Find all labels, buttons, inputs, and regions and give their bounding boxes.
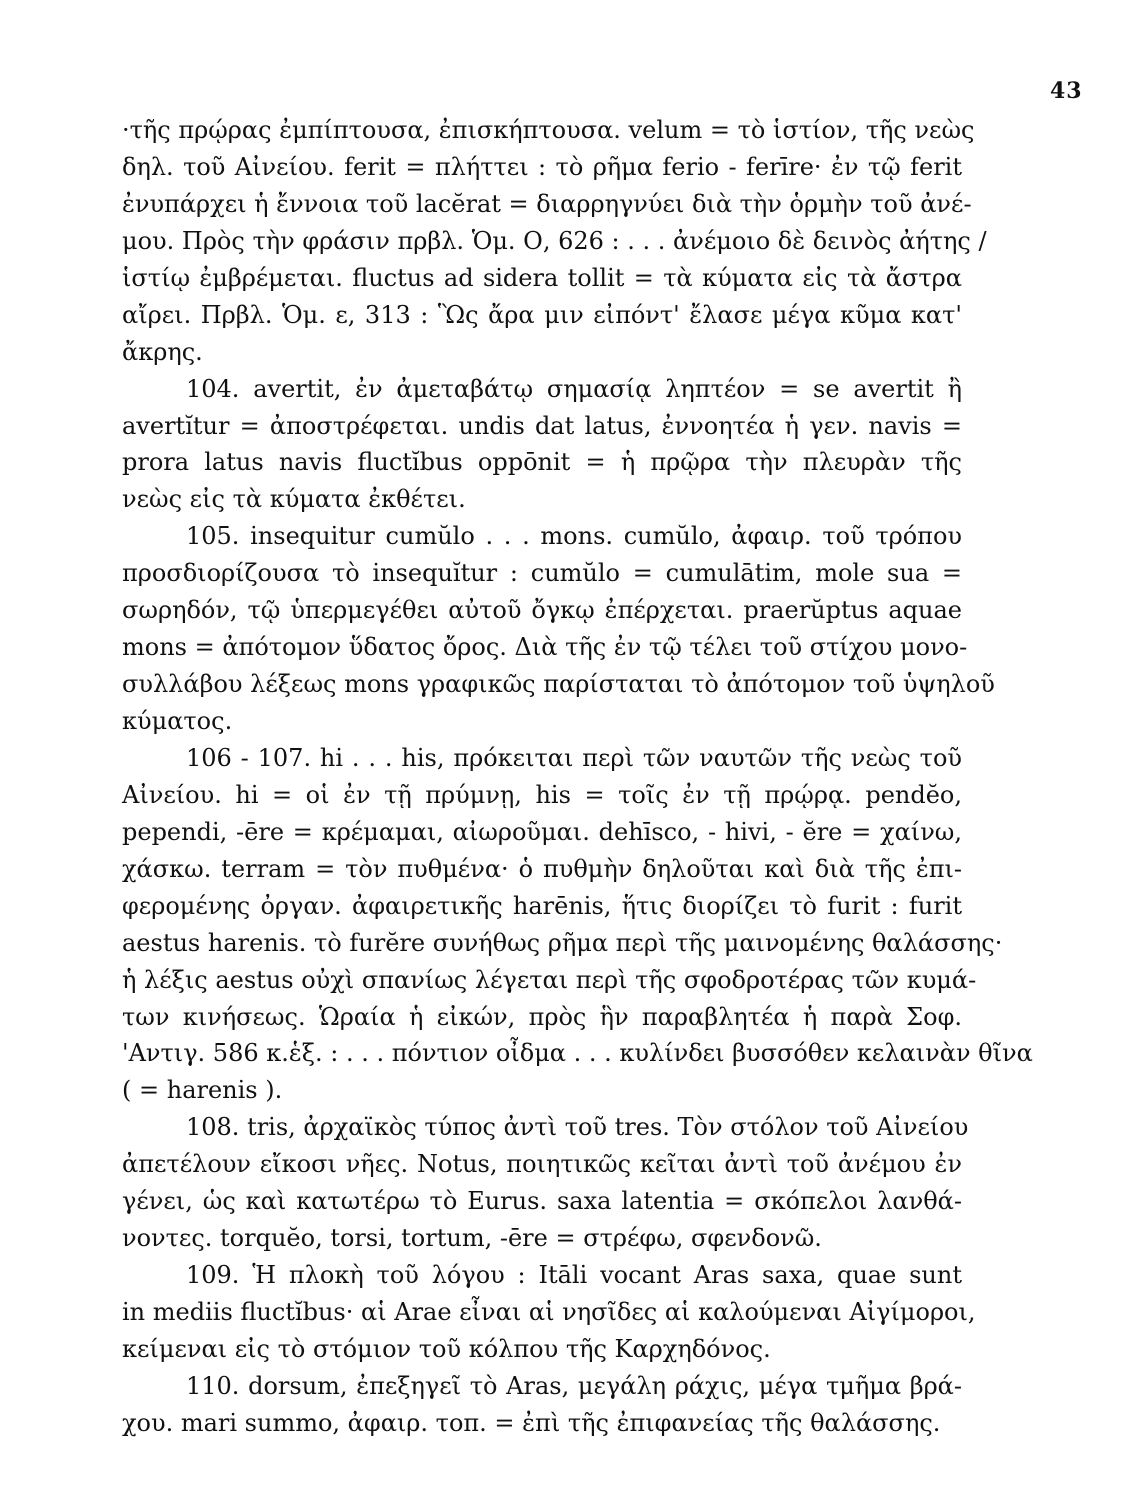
text-line: κείμεναι εἰς τὸ στόμιον τοῦ κόλπου τῆς Καρχηδόνος. <box>122 1334 771 1363</box>
commentary-text <box>122 112 1033 1442</box>
text-line: 106 - 107. hi . . . his, πρόκειται περὶ τῶν ναυτῶν τῆς νεὼς τοῦ <box>186 743 962 772</box>
text-line: χάσκω. terram = τὸν πυθμένα· ὁ πυθμὴν δηλοῦται καὶ διὰ τῆς ἐπι- <box>122 854 962 883</box>
text-line: συλλάβου λέξεως mons γραφικῶς παρίσταται τὸ ἀπότομον τοῦ ὑψηλοῦ <box>122 670 995 699</box>
text-line: δηλ. τοῦ Αἰνείου. ferit = πλήττει : τὸ ρῆμα ferio - ferīre· ἐν τῷ ferit <box>122 152 962 181</box>
text-line: prora latus navis fluctĭbus oppōnit = ἡ πρῷρα τὴν πλευρὰν τῆς <box>122 448 962 477</box>
text-line: avertĭtur = ἀποστρέφεται. undis dat latus, ἐννοητέα ἡ γεν. navis = <box>122 411 962 440</box>
text-line: pependi, -ēre = κρέμαμαι, αἰωροῦμαι. dehīsco, - hivi, - ĕre = χαίνω, <box>122 817 962 846</box>
text-line: νεὼς εἰς τὰ κύματα ἐκθέτει. <box>122 485 466 514</box>
text-line: ἐνυπάρχει ἡ ἔννοια τοῦ lacĕrat = διαρρηγνύει διὰ τὴν ὁρμὴν τοῦ ἀνέ- <box>122 189 972 218</box>
text-line: ·τῆς πρῴρας ἐμπίπτουσα, ἐπισκήπτουσα. velum = τὸ ἱστίον, τῆς νεὼς <box>122 116 975 144</box>
page-number: 43 <box>1050 78 1083 104</box>
text-line: 105. insequitur cumŭlo . . . mons. cumŭlo, ἀφαιρ. τοῦ τρόπου <box>186 522 962 551</box>
text-line: προσδιορίζουσα τὸ insequĭtur : cumŭlo = cumulātim, mole sua = <box>122 559 962 588</box>
text-line: aestus harenis. τὸ furĕre συνήθως ρῆμα περὶ τῆς μαινομένης θαλάσσης· <box>122 928 1003 957</box>
text-line: κύματος. <box>122 707 233 735</box>
text-line: 110. dorsum, ἐπεξηγεῖ τὸ Aras, μεγάλη ράχις, μέγα τμῆμα βρά- <box>186 1371 962 1400</box>
text-line: 104. avertit, ἐν ἀμεταβάτῳ σημασίᾳ ληπτέον = se avertit ἢ <box>186 374 962 403</box>
text-line: ἀπετέλουν εἴκοσι νῆες. Notus, ποιητικῶς κεῖται ἀντὶ τοῦ ἀνέμου ἐν <box>122 1150 962 1179</box>
text-line: in mediis fluctĭbus· αἱ Arae εἶναι αἱ νησῖδες αἱ καλούμεναι Αἰγίμοροι, <box>122 1298 976 1326</box>
text-line: ἱστίῳ ἐμβρέμεται. fluctus ad sidera tollit = τὰ κύματα εἰς τὰ ἄστρα <box>122 263 962 292</box>
text-line: mons = ἀπότομον ὕδατος ὄρος. Διὰ τῆς ἐν τῷ τέλει τοῦ στίχου μονο- <box>122 633 968 662</box>
text-line: νοντες. torquĕo, torsi, tortum, -ēre = στρέφω, σφενδονῶ. <box>122 1224 822 1253</box>
text-line: ἄκρης. <box>122 337 203 366</box>
text-line: ἡ λέξις aestus οὐχὶ σπανίως λέγεται περὶ τῆς σφοδροτέρας τῶν κυμά- <box>122 965 977 994</box>
text-line: μου. Πρὸς τὴν φράσιν πρβλ. Ὁμ. Ο, 626 : . . . ἀνέμοιο δὲ δεινὸς ἀήτης / <box>122 226 987 255</box>
text-line: Αἰνείου. hi = οἱ ἐν τῇ πρύμνῃ, his = τοῖς ἐν τῇ πρῴρᾳ. pendĕo, <box>122 780 962 809</box>
text-line: γένει, ὡς καὶ κατωτέρω τὸ Eurus. saxa latentia = σκόπελοι λανθά- <box>122 1187 962 1216</box>
text-line: αἴρει. Πρβλ. Ὁμ. ε, 313 : Ὣς ἄρα μιν εἰπόντ' ἔλασε μέγα κῦμα κατ' <box>122 300 962 329</box>
text-line: των κινήσεως. Ὡραία ἡ εἰκών, πρὸς ἣν παραβλητέα ἡ παρὰ Σοφ. <box>122 1002 962 1031</box>
text-line: 109. Ἡ πλοκὴ τοῦ λόγου : Itāli vocant Aras saxa, quae sunt <box>186 1261 962 1290</box>
text-line: 'Αντιγ. 586 κ.ἑξ. : . . . πόντιον οἶδμα . . . κυλίνδει βυσσόθεν κελαινὰν θῖνα <box>122 1039 1033 1068</box>
text-line: 108. tris, ἀρχαϊκὸς τύπος ἀντὶ τοῦ tres. Τὸν στόλον τοῦ Αἰνείου <box>186 1113 969 1142</box>
text-line: χου. mari summo, ἀφαιρ. τοπ. = ἐπὶ τῆς ἐπιφανείας τῆς θαλάσσης. <box>122 1408 941 1437</box>
text-line: σωρηδόν, τῷ ὑπερμεγέθει αὐτοῦ ὄγκῳ ἐπέρχεται. praerŭptus aquae <box>122 596 962 625</box>
text-line: φερομένης ὀργαν. ἀφαιρετικῆς harēnis, ἥτις διορίζει τὸ furit : furit <box>122 891 962 920</box>
text-line: ( = harenis ). <box>122 1076 283 1105</box>
